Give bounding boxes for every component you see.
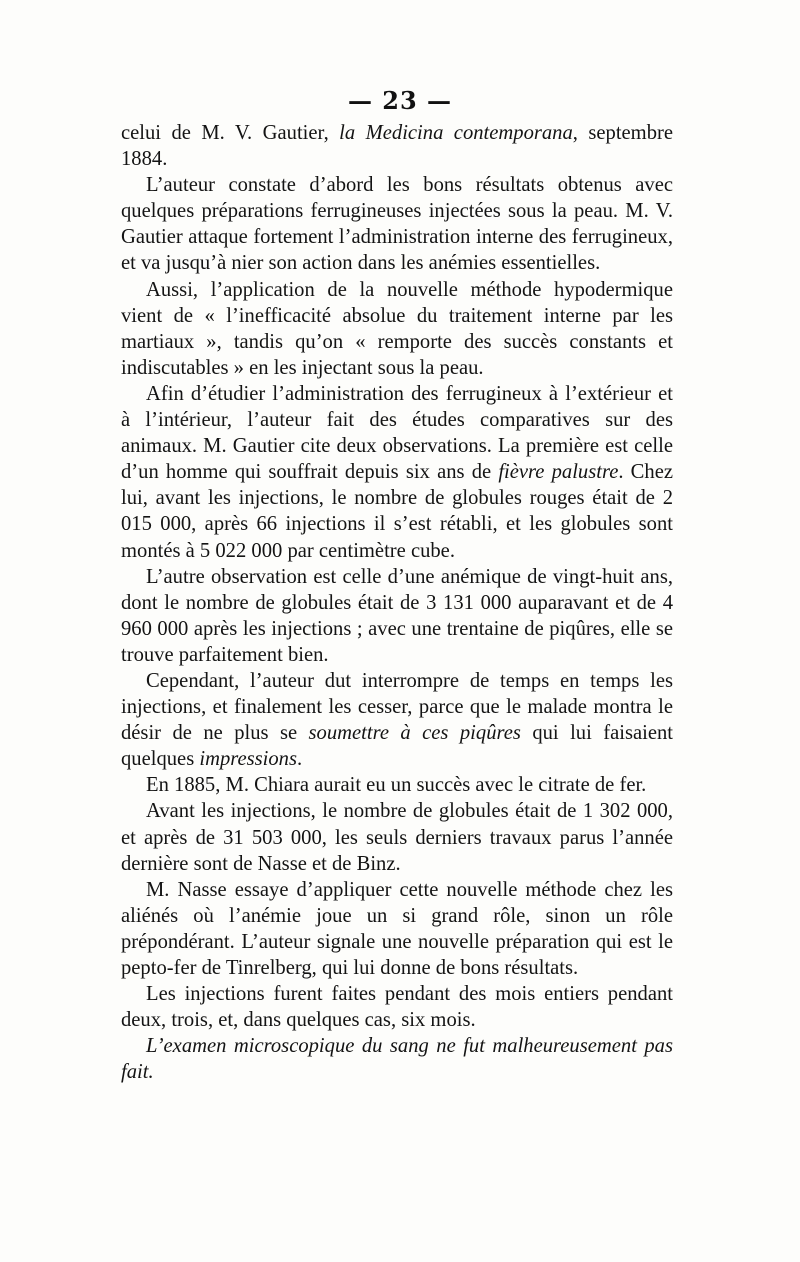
text-segment: Aussi, l’application de la nouvelle méthode hypodermique vient de « l’inefficacité absolue du traitement interne par les martiaux », tandis qu’on « remporte des succès constants et indiscutables » en les injectant sous la peau. (121, 278, 673, 379)
text-segment: , septembre 1884. (121, 122, 673, 171)
paragraph-11 (121, 1033, 673, 1085)
body-text (121, 120, 673, 1085)
journal-title: la Medicina contemporana (339, 122, 573, 144)
italic-sentence: L’examen microscopique du sang ne fut malheureusement pas fait. (121, 1035, 673, 1084)
italic-term: impressions (199, 748, 297, 771)
text-segment: Les injections furent faites pendant des mois entiers pendant deux, trois, et, dans quelques cas, six mois. (121, 983, 673, 1032)
paragraph-2 (121, 172, 673, 276)
paragraph-3 (121, 277, 673, 381)
paragraph-5 (121, 564, 673, 668)
paragraph-10 (121, 981, 673, 1033)
text-segment: Cependant, l’auteur dut interrompre de temps en temps les injections, et finalement les cesser, parce que le malade montra le désir de ne plus se (121, 669, 673, 745)
paragraph-1 (121, 120, 673, 172)
text-segment: . Chez lui, avant les injections, le nombre de globules rouges était de 2 015 000, après 66 injections il s’est rétabli, et les globules sont montés à 5 022 000 par centimètre cube. (121, 461, 673, 562)
text-segment: En 1885, M. Chiara aurait eu un succès avec le citrate de fer. (146, 774, 647, 797)
italic-term: fièvre palustre (498, 461, 619, 484)
paragraph-7 (121, 772, 673, 798)
text-segment: qui lui faisaient quelques (121, 722, 674, 771)
text-segment: . (297, 748, 303, 771)
text-segment: L’autre observation est celle d’une anémique de vingt-huit ans, dont le nombre de globules était de 3 131 000 auparavant et de 4 960 000 après les injections ; avec une trentaine de piqûres, elle se trouve parfaitement bien. (121, 565, 673, 666)
paragraph-9 (121, 877, 673, 981)
page-number: — 23 — (347, 86, 453, 115)
text-segment: L’auteur constate d’abord les bons résultats obtenus avec quelques préparations ferrugineuses injectées sous la peau. M. V. Gautier attaque fortement l’administration interne des ferrugineux, et va jusqu’à nier son action dans les anémies essentielles. (121, 174, 673, 275)
text-segment: M. Nasse essaye d’appliquer cette nouvelle méthode chez les aliénés où l’anémie joue un si grand rôle, sinon un rôle prépondérant. L’auteur signale une nouvelle préparation qui est le pepto-fer de Tinrelberg, qui lui donne de bons résultats. (121, 878, 673, 979)
italic-term: soumettre à ces piqûres (308, 722, 521, 745)
paragraph-6 (121, 668, 673, 772)
paragraph-4 (121, 381, 673, 564)
text-segment: celui de M. V. Gautier, (121, 122, 340, 144)
text-segment: Avant les injections, le nombre de globules était de 1 302 000, et après de 31 503 000, les seuls derniers travaux parus l’année dernière sont de Nasse et de Binz. (121, 800, 673, 875)
paragraph-8 (121, 798, 673, 876)
text-segment: Afin d’étudier l’administration des ferrugineux à l’extérieur et à l’intérieur, l’auteur fait des études comparatives sur des animaux. M. Gautier cite deux observations. La première est celle d’un homme qui souffrait depuis six ans de (121, 382, 673, 484)
